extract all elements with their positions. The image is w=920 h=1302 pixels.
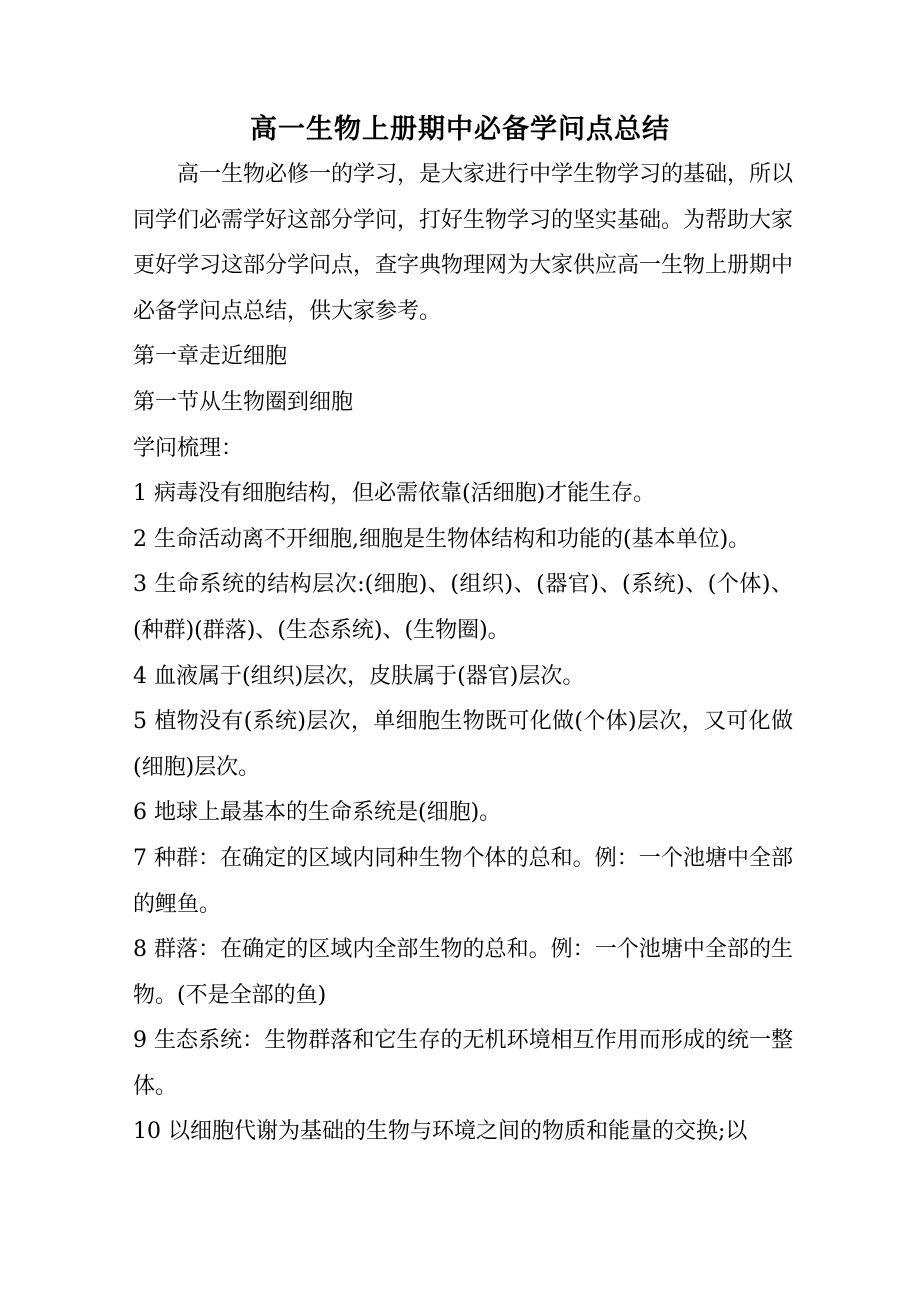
list-item: 3 生命系统的结构层次:(细胞)、(组织)、(器官)、(系统)、(个体)、(种群)(群落)、(生态系统)、(生物圈)。	[133, 572, 793, 643]
list-item: 6 地球上最基本的生命系统是(细胞)。	[133, 800, 502, 826]
document-title: 高一生物上册期中必备学问点总结	[250, 114, 670, 145]
intro-paragraph: 高一生物必修一的学习，是大家进行中学生物学习的基础，所以同学们必需学好这部分学问，打好生物学习的坚实基础。为帮助大家更好学习这部分学问点，查字典物理网为大家供应高一生物上册期中必备学问点总结，供大家参考。	[133, 162, 794, 324]
document-body	[133, 152, 793, 1155]
list-item: 5 植物没有(系统)层次，单细胞生物既可化做(个体)层次，又可化做(细胞)层次。	[133, 709, 793, 780]
list-item: 9 生态系统：生物群落和它生存的无机环境相互作用而形成的统一整体。	[133, 1028, 793, 1099]
list-item: 2 生命活动离不开细胞,细胞是生物体结构和功能的(基本单位)。	[133, 526, 751, 552]
list-item: 7 种群：在确定的区域内同种生物个体的总和。例：一个池塘中全部的鲤鱼。	[133, 845, 793, 917]
list-item: 1 病毒没有细胞结构，但必需依靠(活细胞)才能生存。	[133, 481, 656, 507]
list-item: 8 群落：在确定的区域内全部生物的总和。例：一个池塘中全部的生物。(不是全部的鱼)	[133, 937, 793, 1008]
knowledge-heading: 学问梳理：	[133, 435, 244, 461]
list-item: 10 以细胞代谢为基础的生物与环境之间的物质和能量的交换;以	[133, 1119, 748, 1145]
section-heading: 第一节从生物圈到细胞	[133, 389, 354, 415]
list-item: 4 血液属于(组织)层次，皮肤属于(器官)层次。	[133, 663, 585, 689]
chapter-heading: 第一章走近细胞	[133, 344, 288, 370]
